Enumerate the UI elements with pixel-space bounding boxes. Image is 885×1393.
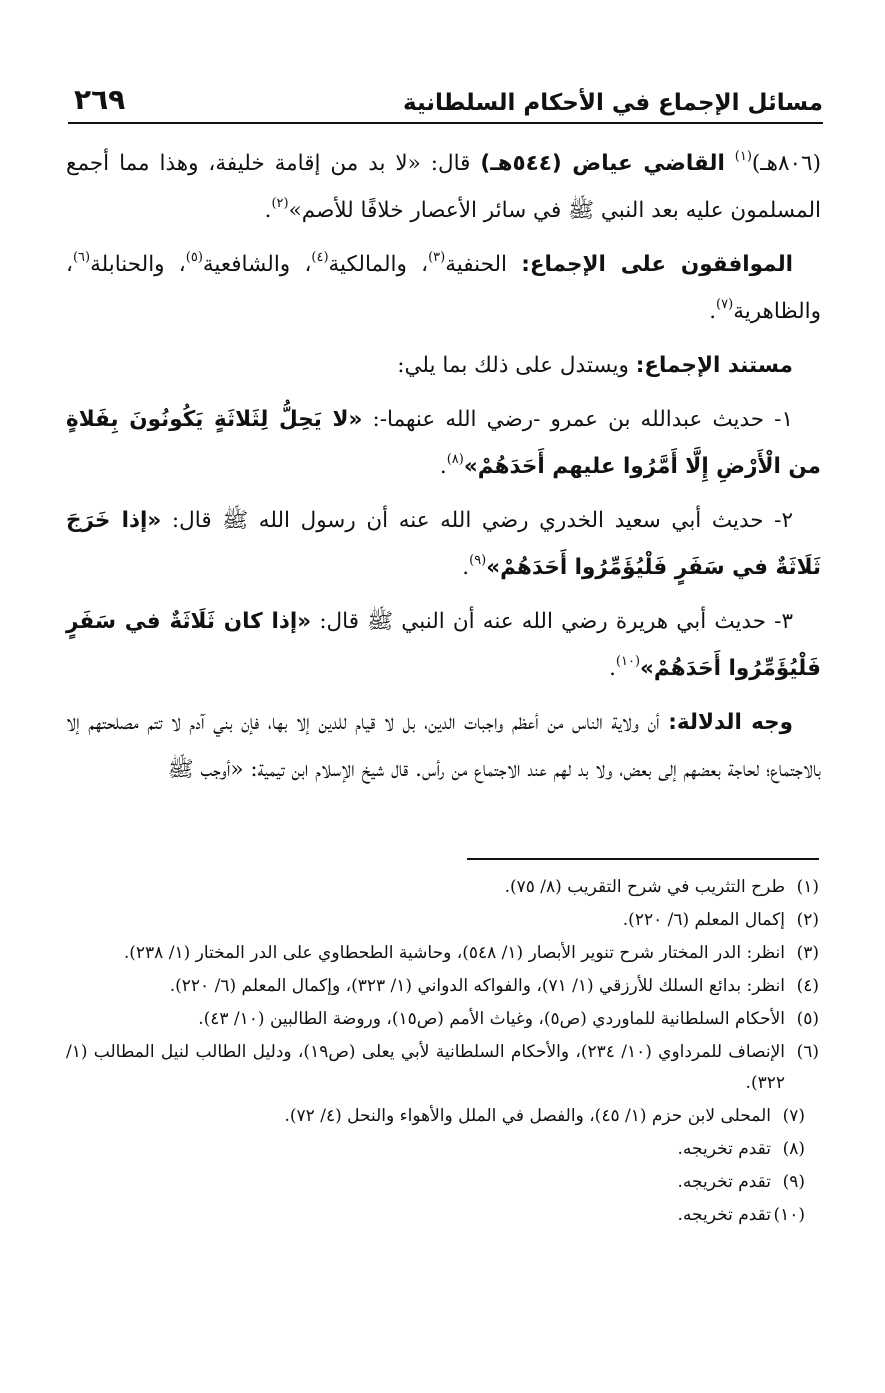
footnote-text: تقدم تخريجه. (677, 1205, 771, 1225)
footnote-ref: (٢) (271, 196, 289, 211)
paragraph-qadi-iyad (66, 140, 821, 234)
footnote-text: إكمال المعلم (٦/ ٢٢٠). (622, 910, 785, 930)
footnote-item (66, 1101, 805, 1132)
paragraph-agreeing-schools (66, 241, 821, 335)
text-span: أن ولاية الناس من أعظم واجبات الدين، بل لا قيام للدين إلا بها، فإن بني آدم لا تتم مصلحتهم إلا بالاجتماع؛ لحاجة بعضهم إلى بعض، ولا بد لهم عند الاجتماع من رأس. قال شيخ الإسلام ابن تيمية: «أوجب ﷺ (66, 710, 821, 782)
paragraph-indication (66, 699, 821, 793)
footnote-number: (٤) (796, 976, 819, 996)
footnote-number: (٢) (796, 910, 819, 930)
text-span: ٣- حديث أبي هريرة رضي الله عنه أن النبي ﷺ قال: (311, 609, 793, 634)
paragraph-hadith-2 (66, 497, 821, 591)
footnote-number: (٧) (782, 1106, 805, 1126)
footnote-separator (467, 858, 819, 860)
footnote-text: انظر: بدائع السلك للأرزقي (١/ ٧١)، والفواكه الدواني (١/ ٣٢٣)، وإكمال المعلم (٦/ ٢٢٠). (169, 976, 785, 996)
footnote-number: (١٠) (773, 1205, 805, 1225)
footnote-item (66, 1200, 805, 1231)
text-span: . (709, 299, 717, 324)
footnote-text: المحلى لابن حزم (١/ ٤٥)، والفصل في الملل والأهواء والنحل (٤/ ٧٢). (284, 1106, 771, 1126)
footnote-ref: (٥) (185, 250, 203, 265)
footnote-ref: (٧) (716, 297, 734, 312)
text-span: ١- حديث عبدالله بن عمرو -رضي الله عنهما-: (362, 407, 793, 432)
footnotes (66, 872, 819, 1233)
footnote-ref: (٤) (311, 250, 329, 265)
running-title: مسائل الإجماع في الأحكام السلطانية (403, 90, 823, 116)
text-span: . (609, 656, 616, 681)
hadith-text: «لا يَحِلُّ لِثَلاثَةٍ يَكُونُونَ بِفَلاةٍ من الْأَرْضِ إِلَّا أَمَّرُوا عليهم أَحَدَهُمْ» (66, 407, 821, 479)
footnote-number: (٥) (796, 1009, 819, 1029)
section-lead: الموافقون على الإجماع: (521, 252, 794, 277)
footnote-text: تقدم تخريجه. (677, 1172, 771, 1192)
hadith-text: «إذا خَرَجَ ثَلَاثَةٌ في سَفَرٍ فَلْيُؤَمِّرُوا أَحَدَهُمْ» (66, 508, 821, 580)
section-lead: مستند الإجماع: (635, 353, 793, 378)
main-text (66, 140, 821, 800)
footnote-number: (٨) (782, 1139, 805, 1159)
paragraph-evidence-intro (66, 342, 821, 389)
text-span: ، والشافعية (202, 252, 312, 277)
footnote-item (66, 1167, 805, 1198)
text-span: ، والظاهرية (66, 252, 821, 324)
text-span: قال: «لا بد من إقامة خليفة، وهذا مما أجمع المسلمون عليه بعد النبي ﷺ في سائر الأعصار خلافًا للأصم» (66, 151, 821, 223)
text-span: (٨٠٦هـ) (751, 151, 821, 176)
text-span: . (439, 454, 447, 479)
footnote-item (66, 938, 819, 969)
footnote-item (66, 1037, 819, 1099)
page-number: ٢٦٩ (74, 83, 126, 116)
footnote-ref: (٨) (446, 452, 464, 467)
text-span: ، والحنابلة (90, 252, 186, 277)
scholar-name: القاضي عياض (٥٤٤هـ) (480, 151, 725, 176)
text-span: . (264, 198, 272, 223)
footnote-number: (٩) (782, 1172, 805, 1192)
footnote-number: (٣) (796, 943, 819, 963)
text-span: ويستدل على ذلك بما يلي: (397, 353, 636, 378)
footnote-item (66, 1134, 805, 1165)
text-span: الحنفية (445, 252, 522, 277)
footnote-text: تقدم تخريجه. (677, 1139, 771, 1159)
footnote-item (66, 872, 819, 903)
text-span: ٢- حديث أبي سعيد الخدري رضي الله عنه أن رسول الله ﷺ قال: (161, 508, 793, 533)
footnote-number: (٦) (796, 1042, 819, 1062)
footnote-text: الأحكام السلطانية للماوردي (ص٥)، وغياث الأمم (ص١٥)، وروضة الطالبين (١٠/ ٤٣). (198, 1009, 785, 1029)
footnote-text: طرح التثريب في شرح التقريب (٨/ ٧٥). (504, 877, 785, 897)
footnote-item (66, 971, 819, 1002)
paragraph-hadith-1 (66, 396, 821, 490)
page-header (68, 70, 823, 124)
footnote-ref: (٩) (469, 553, 487, 568)
text-span: . (462, 555, 470, 580)
footnote-ref: (٣) (428, 250, 446, 265)
section-lead: وجه الدلالة: (668, 710, 793, 735)
text-span: ، والمالكية (328, 252, 429, 277)
footnote-ref: (٦) (72, 250, 91, 265)
paragraph-hadith-3 (66, 598, 821, 692)
footnote-item (66, 1004, 819, 1035)
footnote-number: (١) (796, 877, 819, 897)
footnote-text: انظر: الدر المختار شرح تنوير الأبصار (١/ ٥٤٨)، وحاشية الطحطاوي على الدر المختار (١/ ٢٣٨). (123, 943, 785, 963)
footnote-item (66, 905, 819, 936)
footnote-ref: (١٠) (615, 654, 641, 669)
footnote-text: الإنصاف للمرداوي (١٠/ ٢٣٤)، والأحكام السلطانية لأبي يعلى (ص١٩)، ودليل الطالب لنيل المطالب (١/ ٣٢٢). (66, 1042, 785, 1093)
footnote-ref: (١) (734, 149, 752, 164)
hadith-text: «إذا كان ثَلَاثَةٌ في سَفَرٍ فَلْيُؤَمِّرُوا أَحَدَهُمْ» (66, 609, 821, 681)
